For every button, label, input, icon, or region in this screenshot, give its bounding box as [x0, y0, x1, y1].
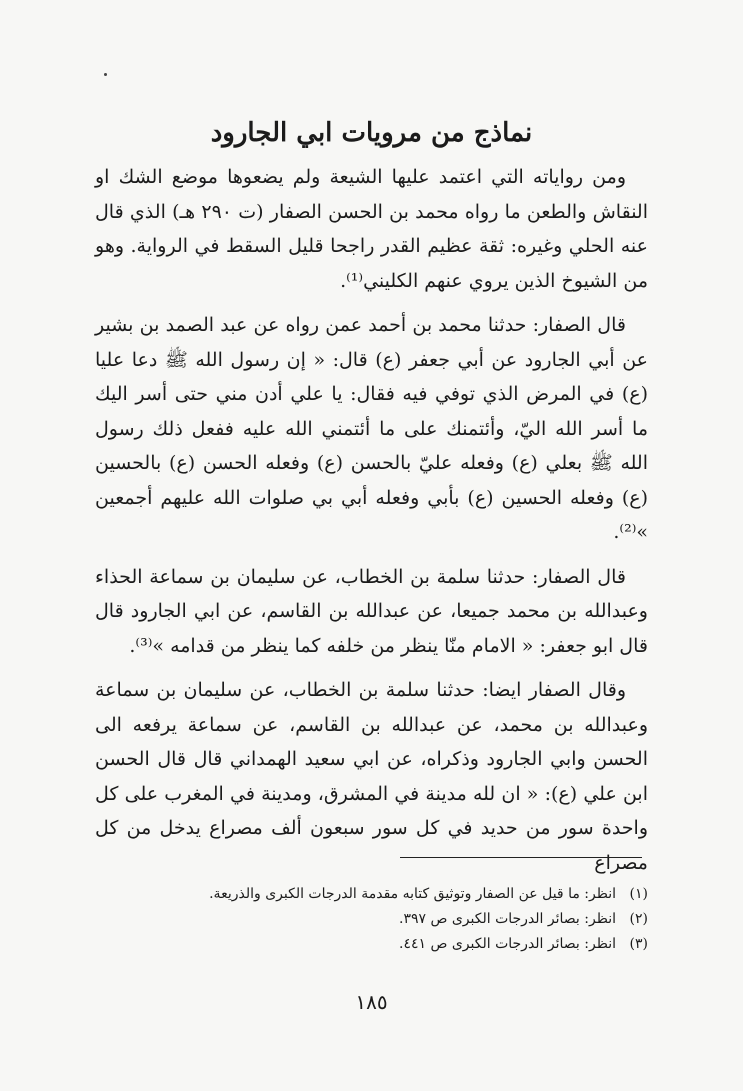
page-number: ١٨٥: [355, 990, 388, 1014]
footnotes: [95, 882, 648, 957]
footnote-3: [95, 932, 648, 957]
paragraph-2: قال الصفار: حدثنا محمد بن أحمد عمن رواه عن عبد الصمد بن بشير عن أبي الجارود عن أبي جعفر (ع) قال: « إن رسول الله ﷺ دعا عليا (ع) في المرض الذي توفي فيه فقال: يا علي أدن مني حتى أسر اليك ما أسر الله اليّ، وأئتمنك على ما أئتمني الله عليه ففعل ذلك رسول الله ﷺ بعلي (ع) وفعله عليّ بالحسن (ع) وفعله الحسن (ع) بالحسين (ع) وفعله الحسين (ع) بأبي وفعله أبي بي صلوات الله عليهم أجمعين »⁽²⁾.: [95, 314, 648, 543]
footnote-1: [95, 882, 648, 907]
paragraph-3: قال الصفار: حدثنا سلمة بن الخطاب، عن سليمان بن سماعة الحذاء وعبدالله بن محمد جميعا، عن عبدالله بن القاسم، عن ابي الجارود قال قال ابو جعفر: « الامام منّا ينظر من خلفه كما ينظر من قدامه »⁽³⁾.: [95, 565, 648, 657]
page-title: نماذج من مرويات ابي الجارود: [210, 118, 533, 148]
scan-speck: [104, 73, 107, 76]
footnote-2: [95, 907, 648, 932]
paragraph-4: وقال الصفار ايضا: حدثنا سلمة بن الخطاب، عن سليمان بن سماعة وعبدالله بن محمد، عن عبدالله بن القاسم، عن سماعة يرفعه الى الحسن وابي الجارود وذكراه، عن ابي سعيد الهمداني قال قال الحسن ابن علي (ع): « ان لله مدينة في المشرق، ومدينة في المغرب على كل واحدة سور من حديد في كل سور سبعون ألف مصراع يدخل من كل مصراع: [95, 679, 648, 874]
footnote-number: (١): [629, 886, 648, 902]
footnote-text: انظر: بصائر الدرجات الكبرى ص ٣٩٧.: [399, 911, 616, 927]
footnote-text: انظر: ما قيل عن الصفار وتوثيق كتابه مقدمة الدرجات الكبرى والذريعة.: [209, 886, 616, 902]
main-text: [95, 160, 648, 888]
footnote-number: (٣): [629, 936, 648, 952]
footnote-divider: [400, 857, 642, 858]
paragraph-1: ومن رواياته التي اعتمد عليها الشيعة ولم يضعوها موضع الشك او النقاش والطعن ما رواه محمد بن الحسن الصفار (ت ٢٩٠ هـ) الذي قال عنه الحلي وغيره: ثقة عظيم القدر راجحا قليل السقط في الرواية. وهو من الشيوخ الذين يروي عنهم الكليني⁽¹⁾.: [95, 166, 648, 292]
footnote-number: (٢): [629, 911, 648, 927]
footnote-text: انظر: بصائر الدرجات الكبرى ص ٤٤١.: [399, 936, 616, 952]
